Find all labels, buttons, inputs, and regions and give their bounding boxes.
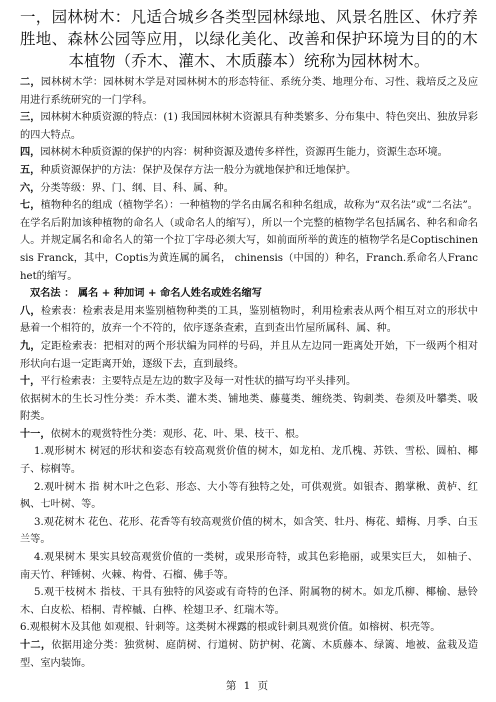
subitem-3: 3.观花树木 花色、花形、花香等有较高观赏价值的树木，如含笑、牡丹、梅花、蜡梅、月季、白玉兰等。 — [20, 516, 478, 546]
item-text: 检索表：检索表是用来鉴别植物种类的工具，鉴别植物时，利用检索表从两个相互对立的形状中悬着一个相符的，放弃一个不符的，依序逐条查索，直到查出竹屋所属科、属、种。 — [20, 305, 479, 335]
item-text: 园林树木种质资源的特点：(1) 我国园林树木资源具有种类繁多、分布集中、特色突出、独放异彩的四大特点。 — [20, 112, 478, 141]
item-text: 依树木的观赏特性分类：观形、花、叶、果、枝干、根。 — [50, 428, 306, 440]
item-number: 九， — [20, 339, 41, 352]
subitem-2: 2.观叶树木 指 树木叶之色彩、形态、大小等有独特之处，可供观赏。如银杏、鹅掌楸、黄栌、红枫、七叶树、等。 — [20, 481, 478, 511]
headline: 一，园林树木：凡适合城乡各类型园林绿地、风景名胜区、休疗养胜地、森林公园等应用，以绿化美化、改善和保护环境为目的的木本植物（乔木、灌木、木质藤本）统称为园林树木。 — [20, 8, 478, 70]
growth-habit-classification — [20, 391, 478, 426]
item-12 — [20, 637, 478, 672]
item-number: 四， — [20, 146, 41, 159]
item-number: 七， — [20, 199, 41, 212]
item-4 — [20, 144, 478, 162]
item-8 — [20, 303, 478, 338]
item-text: 园林树木种质资源的保护的内容：树种资源及遗传多样性，资源再生能力，资源生态环境。 — [40, 147, 448, 159]
subitem-5: 5.观干枝树木 指枝、干具有独特的风姿或有奇特的色泽、附属物的树木。如龙爪柳、椰榆、悬铃木、白皮松、梧桐、青榨槭、白桦、栓翅卫矛、红瑞木等。 — [20, 587, 478, 616]
item-9 — [20, 338, 478, 373]
item-number: 六， — [20, 181, 41, 194]
item-text: 分类等级：界、门、纲、目、科、属、种。 — [40, 182, 234, 194]
document-page — [20, 6, 478, 672]
item-2 — [20, 74, 478, 109]
item-5 — [20, 162, 478, 180]
binomial-formula: 双名法 ： 属名 + 种加词 + 命名人姓名或姓名缩写 — [30, 287, 262, 300]
item-11 — [20, 426, 478, 444]
page-footer: 第 1 页 — [225, 680, 271, 692]
item-number: 二， — [20, 76, 41, 88]
item-7 — [20, 197, 478, 285]
item-text: 依据用途分类：独赏树、庭荫树、行道树、防护树、花篱、木质藤本、绿篱、地被、盆栽及造型、室内装饰。 — [20, 640, 479, 669]
item-6 — [20, 180, 478, 198]
item-3 — [20, 109, 478, 144]
item-text: 种质资源保护的方法：保护及保存方法一般分为就地保护和迁地保护。 — [40, 164, 357, 176]
item-text: 植物种名的组成（植物学名）：一种植物的学名由属名和种名组成，故称为“双名法”或“二名法”。在学名后附加该种植物的命名人（或命名人的缩写），所以一个完整的植物学名包括属名、种名和命名人。并规定属名和命名人的第一个拉丁字母必须大写，如前面所举的黄连的植物学名是Coptischinensis Franck，其中，Coptis为黄连属的属名， chinensis（中国的）种名，Franch.系命名人Franchet的缩写。 — [20, 200, 478, 282]
item-text: 依据树木的生长习性分类：乔木类、灌木类、铺地类、藤蔓类、缠绕类、钩刺类、卷须及叶攀类、吸附类。 — [20, 393, 478, 423]
subitem-1: 1.观形树木 树冠的形状和姿态有较高观赏价值的树木，如龙柏、龙爪槐、苏铁、雪松、圆柏、椰子、棕榈等。 — [20, 446, 478, 476]
item-number: 十， — [20, 375, 41, 388]
item-text: 定距检索表：把相对的两个形状编为同样的号码，并且从左边同一距离处开始，下一级两个相对形状向右退一定距离开始，逐级下去，直到最终。 — [20, 340, 479, 370]
item-number: 五， — [20, 163, 41, 176]
item-number: 三， — [20, 111, 41, 124]
item-10 — [20, 373, 478, 391]
item-number: 十一， — [20, 427, 51, 440]
item-number: 十二， — [20, 639, 52, 651]
subitem-6: 6.观根树木及其他 如观根、针刺等。这类树木裸露的根或针刺具观赏价值。如榕树、枳壳等。 — [20, 622, 441, 634]
item-text: 园林树木学：园林树木学是对园林树木的形态特征、系统分类、地理分布、习性、栽培反之及应用进行系统研究的一门学科。 — [20, 77, 479, 106]
subitem-4: 4.观果树木 果实具较高观赏价值的一类树，或果形奇特，或其色彩艳丽，或果实巨大， 如柚子、南天竹、秤锤树、火棘、构骨、石榴、佛手等。 — [20, 552, 478, 581]
item-text: 平行检索表：主要特点是左边的数字及每一对性状的描写均平头排列。 — [40, 376, 357, 388]
item-number: 八， — [20, 304, 41, 317]
